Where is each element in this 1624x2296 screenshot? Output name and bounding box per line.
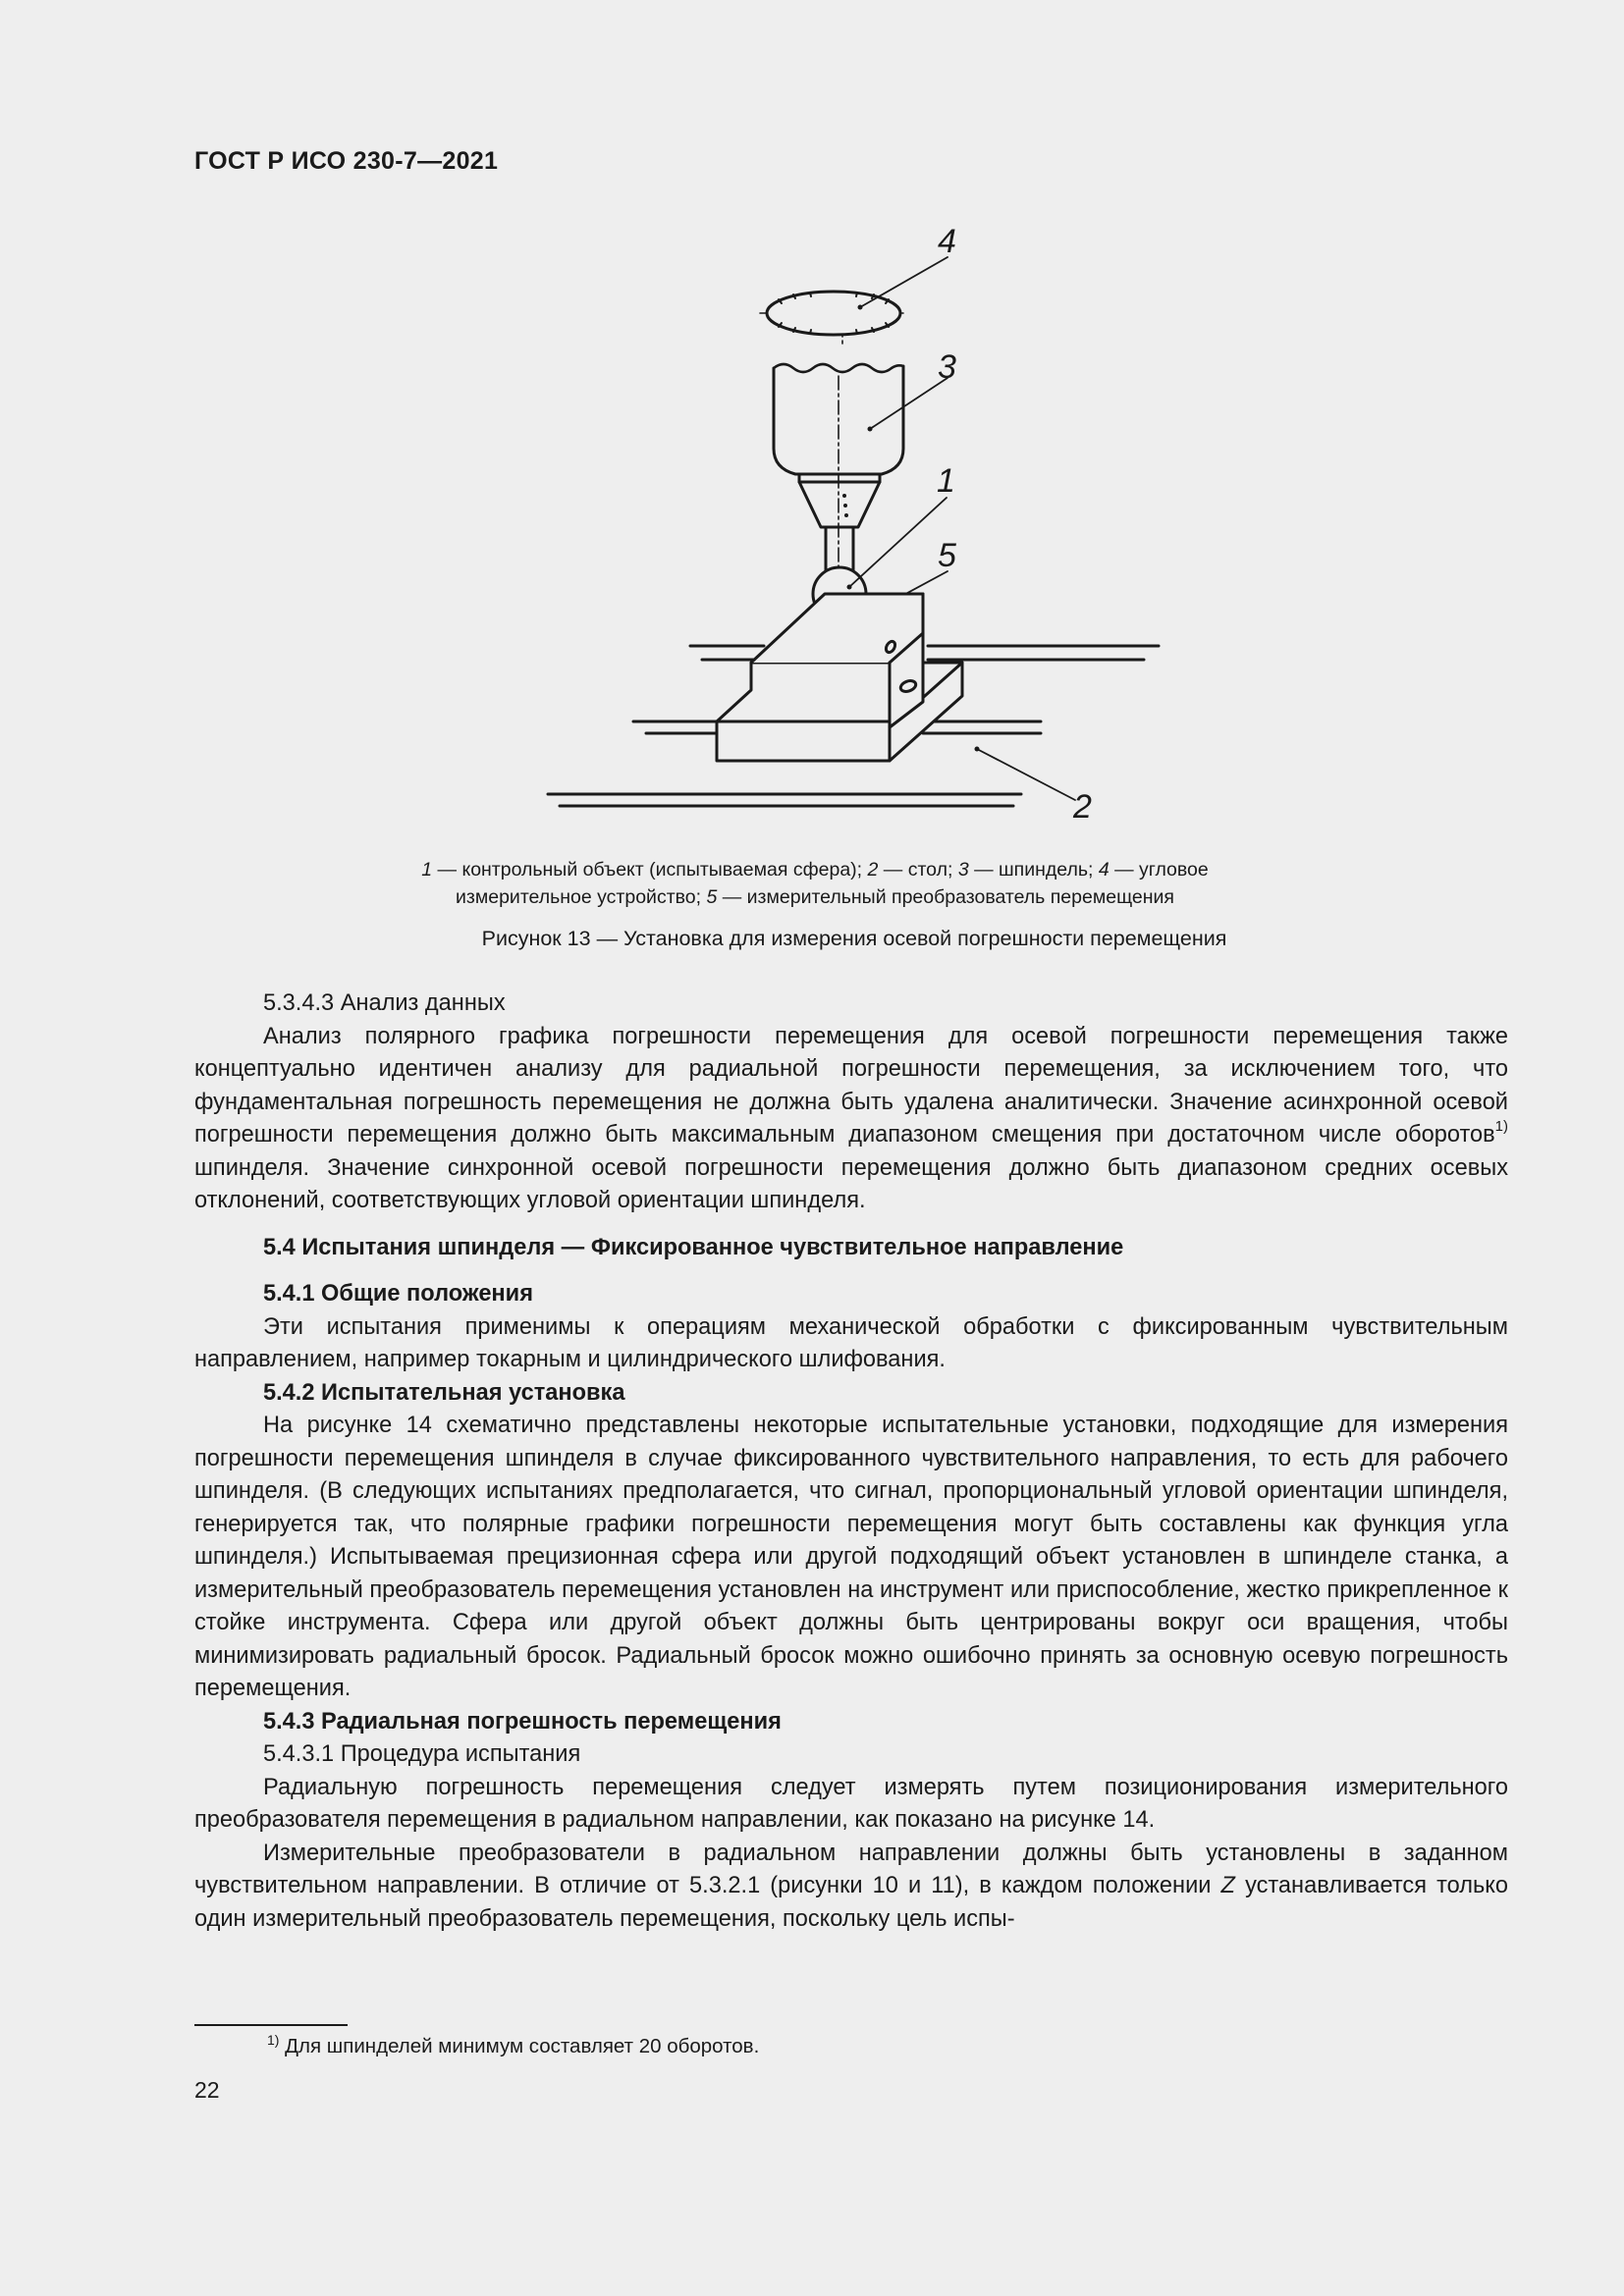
section-5-4-3-title: 5.4.3 Радиальная погрешность перемещения [263, 1708, 782, 1735]
legend-text-2: — стол; [878, 859, 958, 881]
section-5-4-2-title: 5.4.2 Испытательная установка [263, 1379, 625, 1406]
fixture-block [717, 594, 962, 761]
callout-3: 3 [938, 348, 956, 386]
figure-legend [353, 856, 1276, 911]
section-5-4-1-paragraph: Эти испытания применимы к операциям механической обработки с фиксированным чувствительным направлением, например токарным и цилиндрического шлифования. [194, 1313, 1508, 1372]
legend-text-3: — шпиндель; [968, 859, 1099, 881]
legend-line-2 [353, 883, 1276, 911]
legend-key-2: 2 [867, 859, 879, 881]
section-5-3-4-3-paragraph [194, 1021, 1508, 1218]
document-header: ГОСТ Р ИСО 230-7—2021 [194, 147, 499, 175]
figure-13-diagram [530, 221, 1178, 834]
callout-2: 2 [1073, 788, 1092, 826]
section-5-4-1-title: 5.4.1 Общие положения [263, 1281, 533, 1307]
callout-1: 1 [937, 462, 955, 500]
paragraph-part: Анализ полярного графика погрешности перемещения для осевой погрешности перемещения также концептуально идентичен анализу для радиальной погрешности перемещения, за исключением того, что фундаментальная погрешность перемещения не должна быть удалена аналитически. Значение асинхронной осевой погрешности перемещения должно быть максимальным диапазоном смещения при достаточном числе оборотов [194, 1023, 1508, 1148]
legend-text-4-cont: измерительное устройство; [456, 886, 707, 908]
page-number: 22 [194, 2077, 220, 2103]
legend-text-5: — измерительный преобразователь перемещения [717, 886, 1174, 908]
section-5-3-4-3-title: 5.3.4.3 Анализ данных [263, 990, 506, 1016]
section-5-4-3-1-title: 5.4.3.1 Процедура испытания [263, 1741, 581, 1767]
legend-text-1: — контрольный объект (испытываемая сфера); [432, 859, 868, 881]
paragraph-part: шпинделя. Значение синхронной осевой погрешности перемещения должно быть диапазоном средних осевых отклонений, соответствующих угловой ориентации шпинделя. [194, 1154, 1508, 1213]
figure-caption: Рисунок 13 — Установка для измерения осевой погрешности перемещения [481, 927, 1227, 950]
section-5-4-3-1-paragraph-1: Радиальную погрешность перемещения следует измерять путем позиционирования измерительного преобразователя перемещения в радиальном направлении, как показано на рисунке 14. [194, 1774, 1508, 1833]
callout-4: 4 [938, 223, 956, 260]
section-5-4-title: 5.4 Испытания шпинделя — Фиксированное чувствительное направление [263, 1234, 1124, 1260]
legend-key-4: 4 [1098, 859, 1110, 881]
footnote-mark: 1) [267, 2032, 280, 2048]
paragraph-part: устанавливается только один измерительный преобразователь перемещения, поскольку цель испы- [194, 1873, 1509, 1932]
footnote-ref: 1) [1494, 1118, 1508, 1136]
footnote [267, 2032, 759, 2058]
section-5-4-3-1-paragraph-2 [194, 1838, 1508, 1937]
callout-5: 5 [938, 537, 956, 574]
legend-line-1 [353, 856, 1276, 883]
footnote-divider [194, 2024, 348, 2026]
legend-text-4: — угловое [1109, 859, 1209, 881]
legend-key-1: 1 [421, 859, 433, 881]
footnote-text: Для шпинделей минимум составляет 20 оборотов. [279, 2034, 760, 2057]
spindle [774, 364, 947, 602]
axis-symbol: Z [1220, 1873, 1235, 1898]
legend-key-3: 3 [957, 859, 969, 881]
legend-key-5: 5 [706, 886, 718, 908]
paragraph-part: Измерительные преобразователи в радиальном направлении должны быть установлены в заданном чувствительном направлении. В отличие от 5.3.2.1 (рисунки 10 и 11), в каждом положении [194, 1840, 1508, 1898]
section-5-4-2-paragraph: На рисунке 14 схематично представлены некоторые испытательные установки, подходящие для измерения погрешности перемещения шпинделя в случае фиксированного чувствительного направления, то есть для рабочего шпинделя. (В следующих испытаниях предполагается, что сигнал, пропорциональный угловой ориентации шпинделя, генерируется так, что полярные графики погрешности перемещения могут быть составлены как функция угла шпинделя.) Испытываемая прецизионная сфера или другой подходящий объект установлен в шпинделе станка, а измерительный преобразователь перемещения установлен на инструмент или приспособление, жестко прикрепленное к стойке инструмента. Сфера или другой объект должны быть центрированы вокруг оси вращения, чтобы минимизировать радиальный бросок. Радиальный бросок можно ошибочно принять за основную осевую погрешность перемещения. [194, 1413, 1508, 1701]
body-text [194, 988, 1508, 1936]
angular-measuring-device [760, 257, 947, 344]
